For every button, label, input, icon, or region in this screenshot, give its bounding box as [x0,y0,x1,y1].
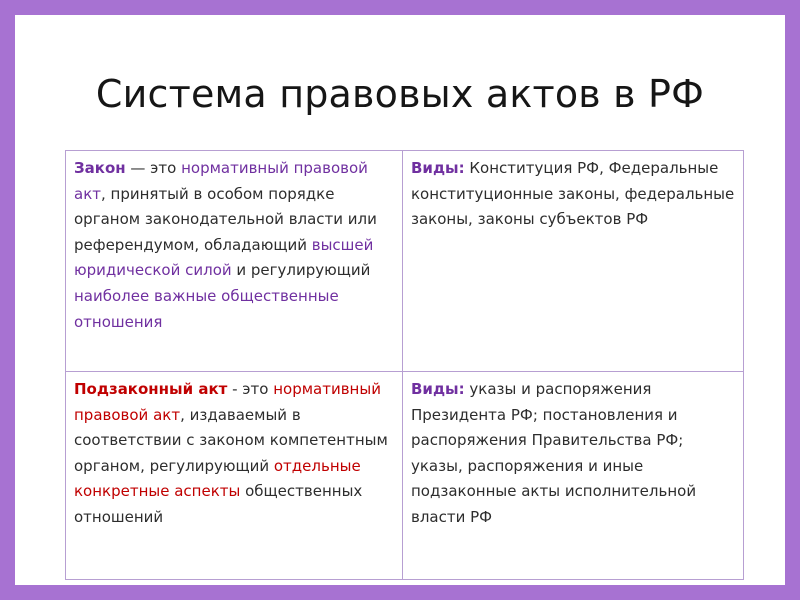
definition-text: и регулирующий [231,261,371,280]
types-label: Виды: [411,159,465,177]
table-row-law [66,151,744,372]
highlight-normative-act: нормативный правовой акт [74,380,381,424]
cell-bylaw-definition [66,372,403,580]
cell-law-definition [66,151,403,372]
types-label: Виды: [411,380,465,398]
highlight-normative-act: нормативный правовой акт [74,159,368,203]
types-text: указы и распоряжения Президента РФ; постановления и распоряжения Правительства РФ; указы, распоряжения и иные подзаконные акты исполнительной власти РФ [411,380,697,526]
definition-text: — это [125,159,182,177]
highlight-important-relations: наиболее важные общественные отношения [74,286,339,331]
legal-acts-table [65,150,744,580]
highlight-specific-aspects: отдельные конкретные аспекты [74,456,361,501]
term-law: Закон [74,159,126,177]
definition-text: , принятый в особом порядке органом законодательной власти или референдумом, обладающий [74,184,377,254]
definition-text: - это [227,380,274,398]
types-text: Конституция РФ, Федеральные конституционные законы, федеральные законы, законы субъектов РФ [411,159,735,229]
slide [15,15,785,585]
table-row-bylaw [66,372,744,580]
definition-text: , издаваемый в соответствии с законом компетентным органом, регулирующий [74,405,388,475]
highlight-supreme-force: высшей юридической силой [74,235,374,280]
definition-text: общественных отношений [74,482,363,526]
cell-bylaw-types [403,372,744,580]
slide-title: Система правовых актов в РФ [95,72,705,116]
term-bylaw: Подзаконный акт [74,380,228,398]
cell-law-types [403,151,744,372]
